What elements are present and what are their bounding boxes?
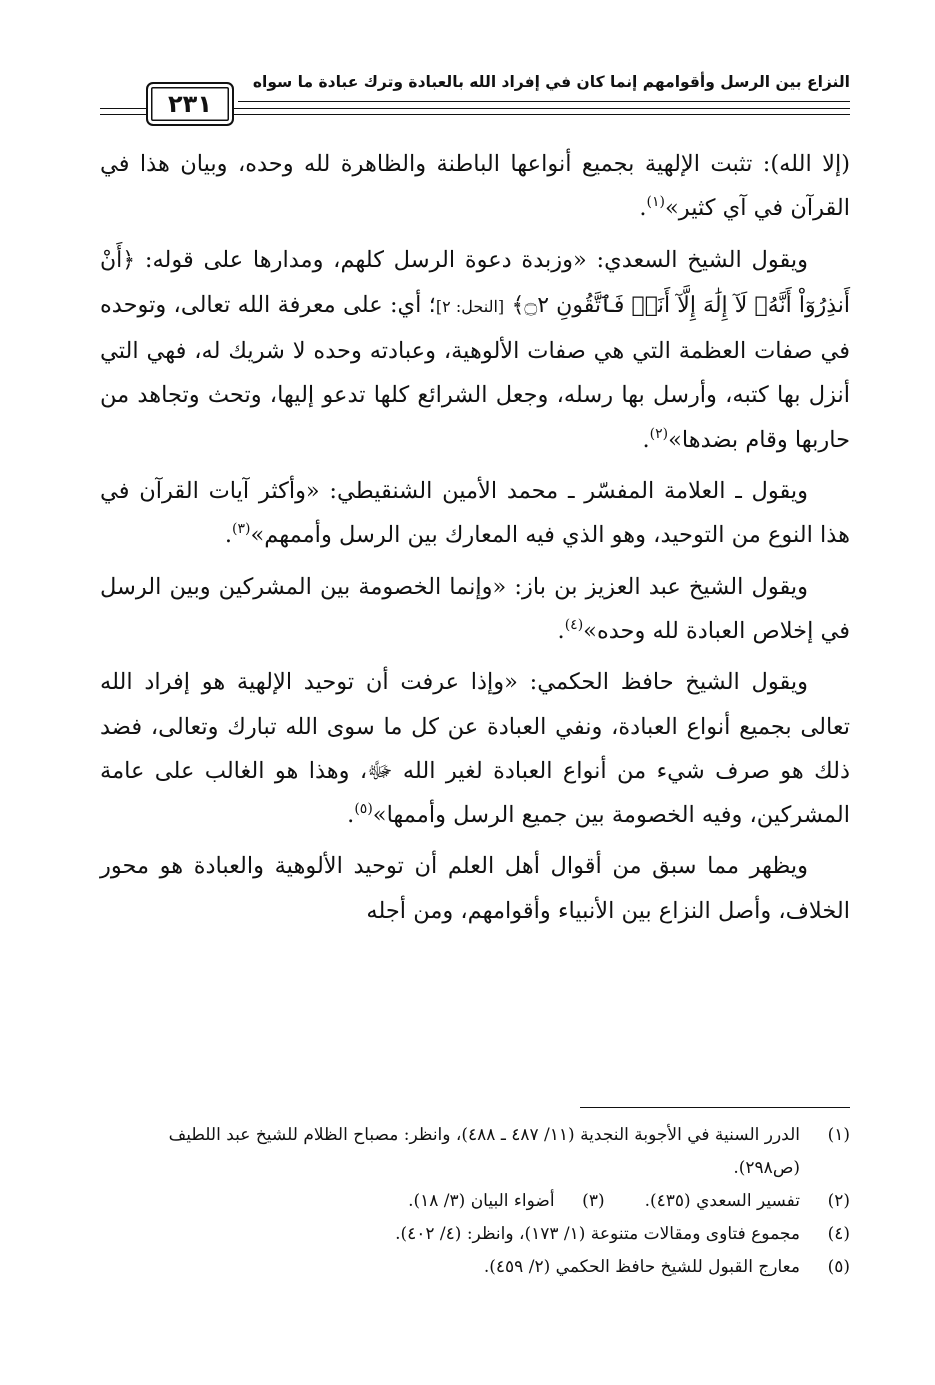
verse-reference: [النحل: ٢] bbox=[435, 296, 505, 316]
footnote-row bbox=[100, 1185, 850, 1218]
footnotes bbox=[100, 1119, 850, 1284]
paragraph: (إلا الله): تثبت الإلهية بجميع أنواعها الباطنة والظاهرة لله وحده، وبيان هذا في القرآن في آي كثير»$^{(١)}$. bbox=[100, 151, 850, 222]
footnote-number: (٣) bbox=[582, 1191, 605, 1211]
footnote-text: مجموع فتاوى ومقالات متنوعة (١/ ١٧٣)، وانظر: (٤/ ٤٠٢). bbox=[395, 1224, 800, 1244]
footnote-text: معارج القبول للشيخ حافظ الحكمي (٢/ ٤٥٩). bbox=[483, 1257, 800, 1277]
paragraph: ويقول الشيخ السعدي: «وزبدة دعوة الرسل كلهم، ومدارها على قوله: ﴿أَنْ أَنذِرُوٓاْ أَنَّهُۥ لَآ إِلَٰهَ إِلَّآ أَنَا۠ فَٱتَّقُونِ ۝٢﴾ [النحل: ٢]؛ أي: على معرفة الله تعالى، وتوحده في صفات العظمة التي هي صفات الألوهية، وعبادته وحده لا شريك له، فهي التي أنزل بها كتبه، وأرسل بها رسله، وجعل الشرائع كلها تدعو إليها، وتحث وتجاهد من حاربها وقام بضدها»$^{(٢)}$. bbox=[100, 246, 850, 453]
footnote-marker: (٣) bbox=[232, 521, 251, 538]
running-header-title: النزاع بين الرسل وأقوامهم إنما كان في إفراد الله بالعبادة وترك عبادة ما سواه bbox=[252, 73, 850, 91]
footnote-separator bbox=[580, 1107, 850, 1108]
paragraph: ويقول الشيخ عبد العزيز بن باز: «وإنما الخصومة بين المشركين وبين الرسل في إخلاص العبادة لله وحده»$^{(٤)}$. bbox=[100, 573, 850, 644]
footnote-marker: (٢) bbox=[649, 425, 669, 442]
page-number: ٢٣١ bbox=[146, 82, 234, 126]
footnote-number: (١) bbox=[827, 1125, 850, 1145]
footnote-marker: (١) bbox=[646, 194, 666, 211]
footnote-text: أضواء البيان (٣/ ١٨). bbox=[408, 1191, 555, 1211]
body-text bbox=[100, 142, 850, 940]
quran-verse: ﴿أَنْ أَنذِرُوٓاْ أَنَّهُۥ لَآ إِلَٰهَ إِلَّآ أَنَا۠ فَٱتَّقُونِ ۝٢﴾ bbox=[100, 247, 850, 318]
footnote-text: الدرر السنية في الأجوبة النجدية (١١/ ٤٨٧ ـ ٤٨٨)، وانظر: مصباح الظلام للشيخ عبد اللطيف (ص٢٩٨). bbox=[168, 1125, 800, 1178]
footnote bbox=[645, 1185, 850, 1218]
footnote bbox=[100, 1251, 850, 1284]
footnote-number: (٢) bbox=[827, 1191, 850, 1211]
footnote-number: (٥) bbox=[827, 1257, 850, 1277]
paragraph: ويقول الشيخ حافظ الحكمي: «وإذا عرفت أن توحيد الإلهية هو إفراد الله تعالى بجميع أنواع العبادة، ونفي العبادة عن كل ما سوى الله تبارك وتعالى، فضد ذلك هو صرف شيء من أنواع العبادة لغير الله ﷻ، وهذا هو الغالب على عامة المشركين، وفيه الخصومة بين جميع الرسل وأممها»$^{(٥)}$. bbox=[100, 669, 850, 829]
paragraph: ويقول ـ العلامة المفسّر ـ محمد الأمين الشنقيطي: «وأكثر آيات القرآن في هذا النوع من التوحيد، وهو الذي فيه المعارك بين الرسل وأممهم»$^{(٣)}$. bbox=[100, 478, 850, 549]
footnote-number: (٤) bbox=[827, 1224, 850, 1244]
footnote-marker: (٥) bbox=[354, 801, 373, 818]
footnote-marker: (٤) bbox=[564, 616, 584, 633]
header-rule bbox=[238, 101, 850, 102]
footnote bbox=[100, 1119, 850, 1185]
footnote bbox=[408, 1185, 605, 1218]
footnote-text: تفسير السعدي (٤٣٥). bbox=[644, 1191, 800, 1211]
footnote bbox=[100, 1218, 850, 1251]
paragraph: ويظهر مما سبق من أقوال أهل العلم أن توحيد الألوهية والعبادة هو محور الخلاف، وأصل النزاع بين الأنبياء وأقوامهم، ومن أجله bbox=[100, 853, 850, 924]
